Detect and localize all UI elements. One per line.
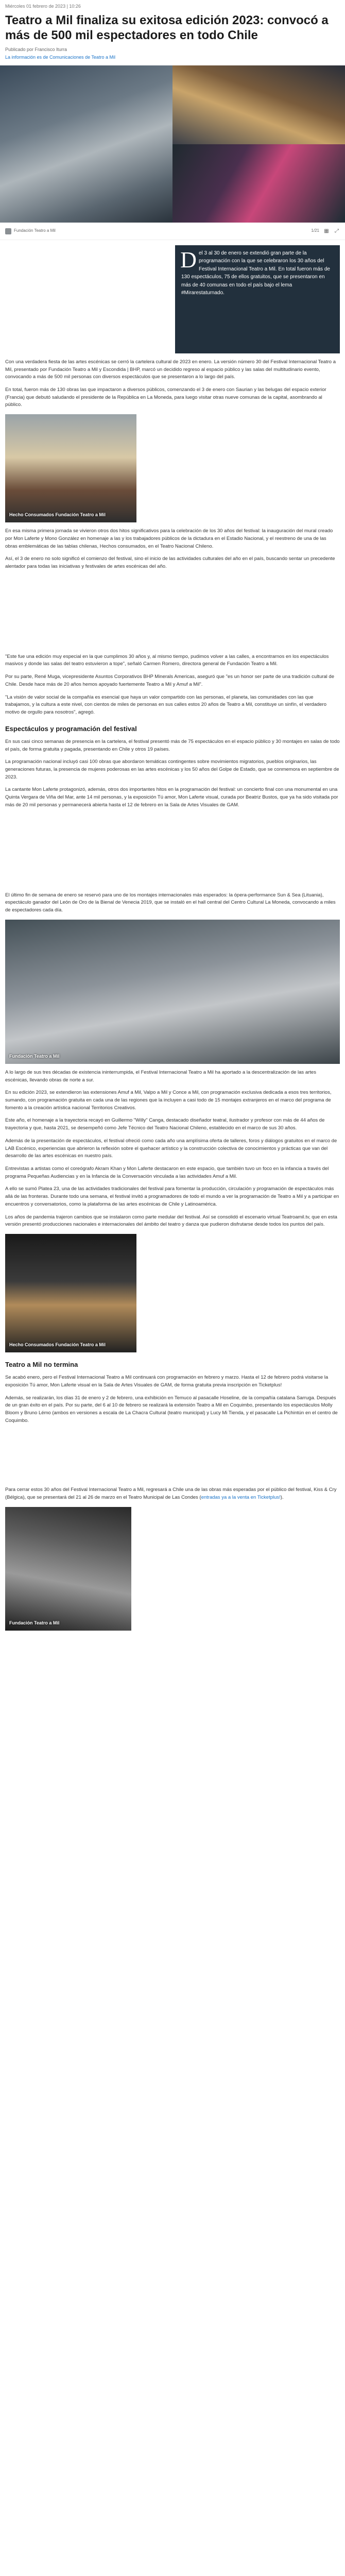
embed-placeholder <box>5 576 340 653</box>
paragraph: La programación nacional incluyó casi 100 obras que abordaron temáticas contingentes sobre movimientos migratorios, pueblos originarios, las generaciones futuras, la presencia de mujeres poderosas en las artes escénicas y los 50 años del Golpe de Estado, que se conmemora en septiembre de 2023. <box>5 759 339 780</box>
embed-placeholder <box>5 1430 340 1486</box>
paragraph: "Este fue una edición muy especial en la que cumplimos 30 años y, al mismo tiempo, pudimos volver a las calles, a encontrarnos en los espectáculos masivos y donde las salas del teatro estuvieron a tope", señaló Carmen Romero, directora general de Fundación Teatro a Mil. <box>5 653 329 667</box>
image-gallery[interactable] <box>0 65 345 223</box>
expand-icon[interactable]: ⤢ <box>335 228 339 234</box>
article-byline: Publicado por Francisco Iturra <box>5 46 67 52</box>
paragraph: Además de la presentación de espectáculos, el festival ofreció como cada año una amplísima oferta de talleres, foros y diálogos gratuitos en el marco de LAB Escénico, experiencias que abrieron la reflexión sobre el quehacer artístico y la construcción colectiva de conocimientos y prácticas que van del desarrollo de las artes escénicas en nuestro país. <box>5 1138 337 1159</box>
paragraph <box>5 1486 340 1501</box>
paragraph: A ello se sumó Platea 23, una de las actividades tradicionales del festival para fomentar la producción, circulación y programación de espectáculos más allá de las fronteras. Durante todo una semana, el festival invitó a programadores de todo el mundo a ver la programación de Teatro a Mil y a participar en encuentros y conversatorios, como la plataforma de las artes escénicas de Chile y Latinoamérica. <box>5 1186 339 1207</box>
paragraph: "La visión de valor social de la compañía es esencial que haya un valor compartido con las personas, el planeta, las comunidades con las que trabajamos, y la cultura a este nivel, con cientos de miles de personas en sus calles estos 20 años de Teatro a Mil, constituye un sinfín, el verdadero motivo de orgullo para nosotros", agregó. <box>5 694 326 716</box>
intro-text: el 3 al 30 de enero se extendió gran parte de la programación con la que se celebraron los 30 años del Festival Internacional Teatro a Mil. En total fueron más de 130 espectáculos, 75 de ellos gratuitos, que se presentaron en más de 40 comunas en todo el país bajo el lema #Mirarestaturnado. <box>181 250 330 296</box>
photo-caption: Hecho Consumados Fundación Teatro a Mil <box>9 1342 106 1348</box>
paragraph: En total, fueron más de 130 obras las que impactaron a diversos públicos, comenzando el 3 de enero con Saurian y las belugas del espacio exterior (Francia) que debutó saludando el presidente de la República en La Moneda, para luego visitar otras nueve comunas de la capital, asombrando al público. <box>5 386 326 408</box>
photo-caption: Hecho Consumados Fundación Teatro a Mil <box>9 512 106 518</box>
gallery-count: 1/21 <box>311 228 319 233</box>
photo-hechos-consumados-2[interactable] <box>5 1234 136 1352</box>
photo-hechos-consumados[interactable] <box>5 414 136 522</box>
article-body <box>0 359 345 1631</box>
paragraph: Con una verdadera fiesta de las artes escénicas se cerró la cartelera cultural de 2023 en enero. La versión número 30 del Festival Internacional Teatro a Mil, presentado por Fundación Teatro a Mil y Escondida | BHP, marcó un decidido regreso al espacio público y las salas del multitudinario evento, convocando a más de 500 mil personas con diversos espectáculos que se presentaron a lo largo del país. <box>5 359 336 380</box>
photo-caption: Fundación Teatro a Mil <box>9 1620 60 1626</box>
source-link[interactable]: La información es de Comunicaciones de Teatro a Mil <box>5 55 115 60</box>
grid-icon[interactable]: ▦ <box>324 228 329 234</box>
intro-blank-area <box>5 245 170 353</box>
embed-placeholder <box>5 815 340 892</box>
gallery-photo-top-right[interactable] <box>173 65 345 144</box>
intro-section <box>0 244 345 359</box>
section-heading-no-termina: Teatro a Mil no termina <box>5 1361 78 1368</box>
paragraph: El último fin de semana de enero se reservó para uno de los montajes internacionales más esperados: la ópera-performance Sun & Sea (Lituania), espectáculo ganador del León de Oro de la Bienal de Venecia 2019, que se instaló en el hall central del Centro Cultural La Moneda, convocando a miles de espectadores cada día. <box>5 892 336 913</box>
paragraph: Se acabó enero, pero el Festival Internacional Teatro a Mil continuará con programación en febrero y marzo. Hasta el 12 de febrero podrá visitarse la exposición Tú amor, Mon Laferte visual en la Sala de Artes Visuales de GAM, de forma gratuita previa inscripción en Ticketplus! <box>5 1375 329 1388</box>
paragraph: En esa misma primera jornada se vivieron otros dos hitos significativos para la celebración de los 30 años del festival: la inauguración del mural creado por Mon Laferte y Mono González en homenaje a las y los trabajadores públicos de la dictadura en el Estadio Nacional, y el reestreno de una de las obras emblemáticas de las tablas chilenas, Hechos consumados, en el Teatro Nacional Chileno. <box>5 528 333 549</box>
section-heading-espectaculos: Espectáculos y programación del festival <box>5 724 137 733</box>
article-date: Miércoles 01 febrero de 2023 | 10:26 <box>5 4 81 9</box>
paragraph-text-end: ). <box>280 1495 284 1501</box>
intro-dropcap: D <box>180 247 197 273</box>
gallery-caption: Fundación Teatro a Mil <box>14 228 56 233</box>
article-title: Teatro a Mil finaliza su exitosa edición 2023: convocó a más de 500 mil espectadores en todo Chile <box>5 13 329 42</box>
paragraph: Por su parte, René Muga, vicepresidente Asuntos Corporativos BHP Minerals Americas, aseguró que "es un honor ser parte de una tradición cultural de Chile. Desde hace más de 20 años hemos apoyado fuertemente Teatro a Mil y Amuf a Mil". <box>5 674 334 687</box>
paragraph: En su edición 2023, se extendieron las extensiones Amuf a Mil, Valpo a Mil y Conce a Mil, con programación exclusiva dedicada a esos tres territorios, sumando, con programación gratuita en cada una de las regiones que la incluyen a casi todo de 15 montajes extranjeros en el marco del programa de fomento a la creación artística nacional Territorios Creativos. <box>5 1090 332 1111</box>
photo-kiss-and-cry[interactable] <box>5 1507 131 1631</box>
paragraph-text: Para cerrar estos 30 años del Festival Internacional Teatro a Mil, regresará a Chile una de las obras más esperadas por el público del festival, Kiss & Cry (Bélgica), que se presentará del 21 al 26 de marzo en el Teatro Municipal de Las Condes ( <box>5 1487 337 1501</box>
gallery-credit-row <box>0 226 345 240</box>
intro-box <box>175 245 340 353</box>
paragraph: A lo largo de sus tres décadas de existencia ininterrumpida, el Festival Internacional Teatro a Mil ha aportado a la descentralización de las artes escénicas, llevando obras de norte a sur. <box>5 1069 316 1083</box>
paragraph: Los años de pandemia trajeron cambios que se instalaron como parte medular del festival. Así se consolidó el escenario virtual Teatroamil.tv, que en esta versión presentó producciones nacionales e internacionales del ámbito del teatro y danza que pudieron disfrutarse desde todos los puntos del país. <box>5 1214 337 1228</box>
paragraph: En sus casi cinco semanas de presencia en la cartelera, el festival presentó más de 75 espectáculos en el espacio público y 30 montajes en salas de todo el país, de forma gratuita y pagada, presentando en Chile y otros 19 países. <box>5 738 340 752</box>
paragraph: Así, el 3 de enero no solo significó el comienzo del festival, sino el inicio de las actividades culturales del año en el país, buscando sentar un precedente alentador para todas las iniciativas y festivales de artes escénicas del año. <box>5 556 335 569</box>
ticketplus-link[interactable]: entradas ya a la venta en Ticketplus! <box>201 1495 281 1501</box>
photo-caption: Fundación Teatro a Mil <box>9 1054 60 1059</box>
paragraph: Entrevistas a artistas como el coreógrafo Akram Khan y Mon Laferte destacaron en este espacio, que también tuvo un foco en la infancia a través del programa Pequeñas Audiencias y en la Infancia de la Conversación vinculada a las actividades Amuf a Mil. <box>5 1165 329 1179</box>
gallery-photo-main[interactable] <box>0 65 173 223</box>
gallery-photo-bottom-right[interactable] <box>173 144 345 223</box>
paragraph: Además, se realizarán, los días 31 de enero y 2 de febrero, una exhibición en Temuco al pasacalle Hoseline, de la compañía catalana Sarruga. Después de un gran éxito en el país. Por su parte, del 6 al 10 de febrero se realizará la extensión Teatro a Mil en Coquimbo, presentando los espectáculos Molly Bloom y Bruno Lémo (ambos en versiones a escala de La Chacra Cultural (teatro municipal) y Lucy Mi Tienda, y el pasacalle La Pichintún en el centro de Coquimbo. <box>5 1395 338 1423</box>
paragraph: Este año, el homenaje a la trayectoria recayó en Guillermo "Willy" Canga, destacado diseñador teatral, ilustrador y profesor con más de 44 años de trayectoria y que, hasta 2021, se desempeñó como Jefe Técnico del Teatro Nacional Chileno, establecido en el marco de sus 30 años. <box>5 1117 325 1131</box>
gallery-thumbnail-icon <box>5 228 11 234</box>
photo-sun-and-sea[interactable] <box>5 920 340 1064</box>
paragraph: La cantante Mon Laferte protagonizó, además, otros dos importantes hitos en la programación del festival: un concierto final con una monumental en una Quinta Vergara de Viña del Mar, ante 14 mil personas, y la exposición Tú amor, Mon Laferte visual, curada por Beatriz Bustos, que ya ha sido visitada por más de 20 mil personas y permanecerá abierta hasta el 12 de febrero en la Sala de Artes Visuales de GAM. <box>5 787 338 808</box>
